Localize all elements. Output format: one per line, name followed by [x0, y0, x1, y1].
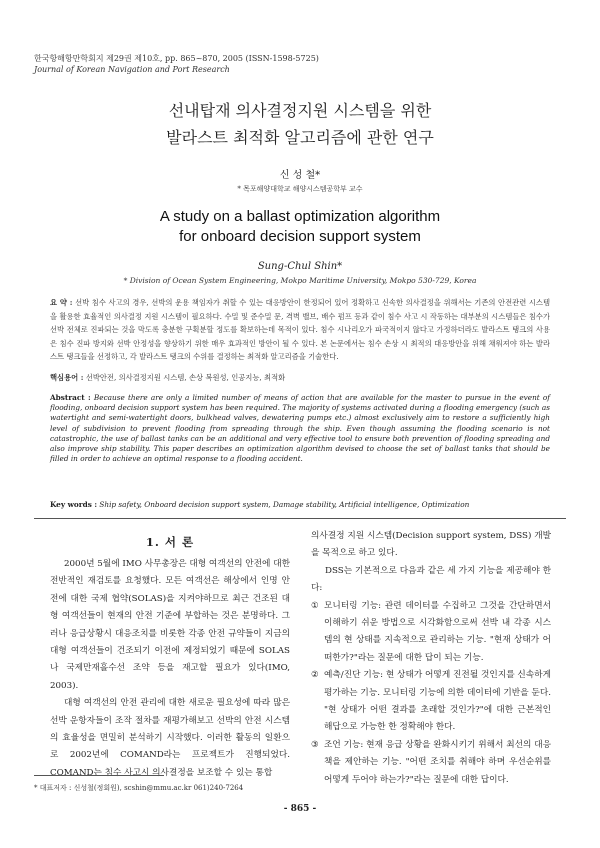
footnote-divider [34, 775, 164, 776]
journal-citation: 한국항해항만학회지 제29권 제10호, pp. 865~870, 2005 (ISSN-1598-5725) [34, 54, 319, 63]
journal-name: Journal of Korean Navigation and Port Research [34, 65, 230, 74]
footnote: * 대표저자 : 신성철(정회원), scshin@mmu.ac.kr 061)240-7264 [34, 784, 244, 792]
abstract-ko-text: 선박 침수 사고의 경우, 선박의 운용 책임자가 취할 수 있는 대응방안이 한정되어 있어 정확하고 신속한 의사결정을 위해서는 기존의 안전관련 시스템을 활용한 효율적인 의사결정 지원 시스템이 필요하다. 수밀 및 준수밀 문, 격벽 밸브, 배수 펌프 등과 같이 침수 사고 시 작동하는 대부분의 시스템들은 침수가 선박 전체로 진파되는 것을 막도록 충분한 구획분할 정도를 확보하는데 목적이 있다. 침수 시나리오가 파국적이지 않다고 가정하더라도 발라스트 탱크의 사용은 침수 진파 방지와 선박 안정성을 향상하기 위한 매우 효과적인 방안이 될 수 있다. 본 논문에서는 침수 손상 시 최적의 대응방안을 위해 채워져야 하는 발라스트 탱크들을 선정하고, 각 발라스트 탱크의 수위를 결정하는 최적화 알고리즘을 기술한다. [50, 298, 551, 361]
title-ko-line2: 발라스트 최적화 알고리즘에 관한 연구 [166, 128, 434, 147]
journal-header [34, 53, 319, 75]
title-ko-line1: 선내탑재 의사결정지원 시스템을 위한 [168, 101, 432, 120]
title-en-line2: for onboard decision support system [179, 228, 421, 245]
author-en: Sung-Chul Shin* [257, 261, 343, 272]
list-item-text: 모니터링 기능: 관련 데이터를 수집하고 그것을 간단하면서 이해하기 쉬운 방법으로 시각화함으로써 선박 내 각종 시스템의 현 상태를 지속적으로 관리하는 기능. "현재 상태가 어떠한가?"라는 질문에 대한 답이 되는 기능. [324, 600, 551, 663]
list-item [311, 667, 551, 737]
affiliation-ko: * 목포해양대학교 해양시스템공학부 교수 [237, 185, 363, 193]
keywords-en [50, 500, 550, 509]
page-number: - 865 - [283, 804, 317, 814]
paragraph: 2000년 5월에 IMO 사무총장은 대형 여객선의 안전에 대한 전반적인 재검토를 요청했다. 모든 여객선은 해상에서 인명 안전에 대한 국제 협약(SOLAS)을 지켜야하므로 최근 건조된 대형 여객선들이 현재의 안전 기준에 부합하는 것은 분명하다. 그러나 응급상황시 대응조치를 비롯한 각종 안전 규약들이 지금의 대형 여객선들이 건조되기 이전에 제정되었기 때문에 SOLAS나 국제만재흘수선 조약 등을 재고할 필요가 있다(IMO, 2003). [50, 559, 290, 691]
list-number: ② [311, 670, 319, 681]
keywords-en-label: Key words : [50, 500, 98, 509]
author-ko: 신 성 철* [279, 170, 321, 181]
function-list [311, 598, 551, 789]
list-number: ① [311, 600, 319, 611]
left-column [50, 556, 290, 782]
title-en-line1: A study on a ballast optimization algorithm [159, 208, 441, 225]
abstract-en [50, 393, 550, 464]
keywords-ko-text: 선박안전, 의사결정지원 시스템, 손상 복원성, 인공지능, 최적화 [85, 373, 286, 382]
right-column [311, 528, 551, 789]
keywords-ko [50, 373, 550, 383]
abstract-ko [50, 296, 550, 364]
list-item [311, 737, 551, 789]
abstract-en-label: Abstract : [50, 393, 91, 402]
affiliation-en: * Division of Ocean System Engineering, Mokpo Maritime University, Mokpo 530-729, Korea [123, 276, 477, 285]
keywords-en-text: Ship safety, Onboard decision support system, Damage stability, Artificial intelligence, Optimization [99, 500, 470, 509]
list-item [311, 598, 551, 668]
paragraph: 의사결정 지원 시스템(Decision support system, DSS) 개발을 목적으로 하고 있다. [311, 531, 551, 559]
paragraph: 대형 여객선의 안전 관리에 대한 새로운 필요성에 따라 많은 선박 운항자들이 조작 절차를 재평가해보고 선박의 안전 시스템의 효율성을 면밀히 분석하기 시작했다. 이러한 활동의 일환으로 2002년에 COMAND라는 프로젝트가 진행되었다. COMAND는 침수 사고시 의사결정을 보조할 수 있는 통합 [50, 698, 290, 778]
list-item-text: 예측/진단 기능: 현 상태가 어떻게 진전될 것인지를 신속하게 평가하는 기능. 모니터링 기능에 의한 데이터에 기반을 둔다. "현 상태가 어떤 결과를 초래할 것인가?"에 대한 근본적인 해답으로 가능한 한 정확해야 한다. [324, 670, 551, 733]
section-heading: 1. 서 론 [145, 535, 195, 549]
paragraph: DSS는 기본적으로 다음과 같은 세 가지 기능을 제공해야 한다: [311, 565, 551, 594]
list-item-text: 조언 기능: 현재 응급 상황을 완화시키기 위해서 최선의 대응책을 제안하는 기능. "어떤 조치를 취해야 하며 우선순위를 어떻게 두어야 하는가?"라는 질문에 대한 답이다. [324, 739, 551, 785]
keywords-ko-label: 핵심용어 : [50, 373, 84, 382]
abstract-en-text: Because there are only a limited number of means of action that are available for the master to pursue in the event of flooding, onboard decision support system has been required. The majority of systems activated during a flooding emergency (such as watertight and semi-watertight doors, bulkhead valves, dewatering pumps etc.) almost exclusively aim to restore a sufficiently high level of subdivision to prevent flooding from spreading through the ship. Even though assuming the flooding scenario is not catastrophic, the use of ballast tanks can be an additional and very effective tool to ensure both prevention of flooding spreading and also improve ship stability. This paper describes an optimization algorithm devised to choose the set of ballast tanks that should be filled in order to achieve an optimal response to a flooding accident. [50, 393, 550, 464]
section-divider [34, 518, 566, 519]
list-number: ③ [311, 739, 319, 750]
abstract-ko-label: 요 약 : [50, 298, 73, 307]
